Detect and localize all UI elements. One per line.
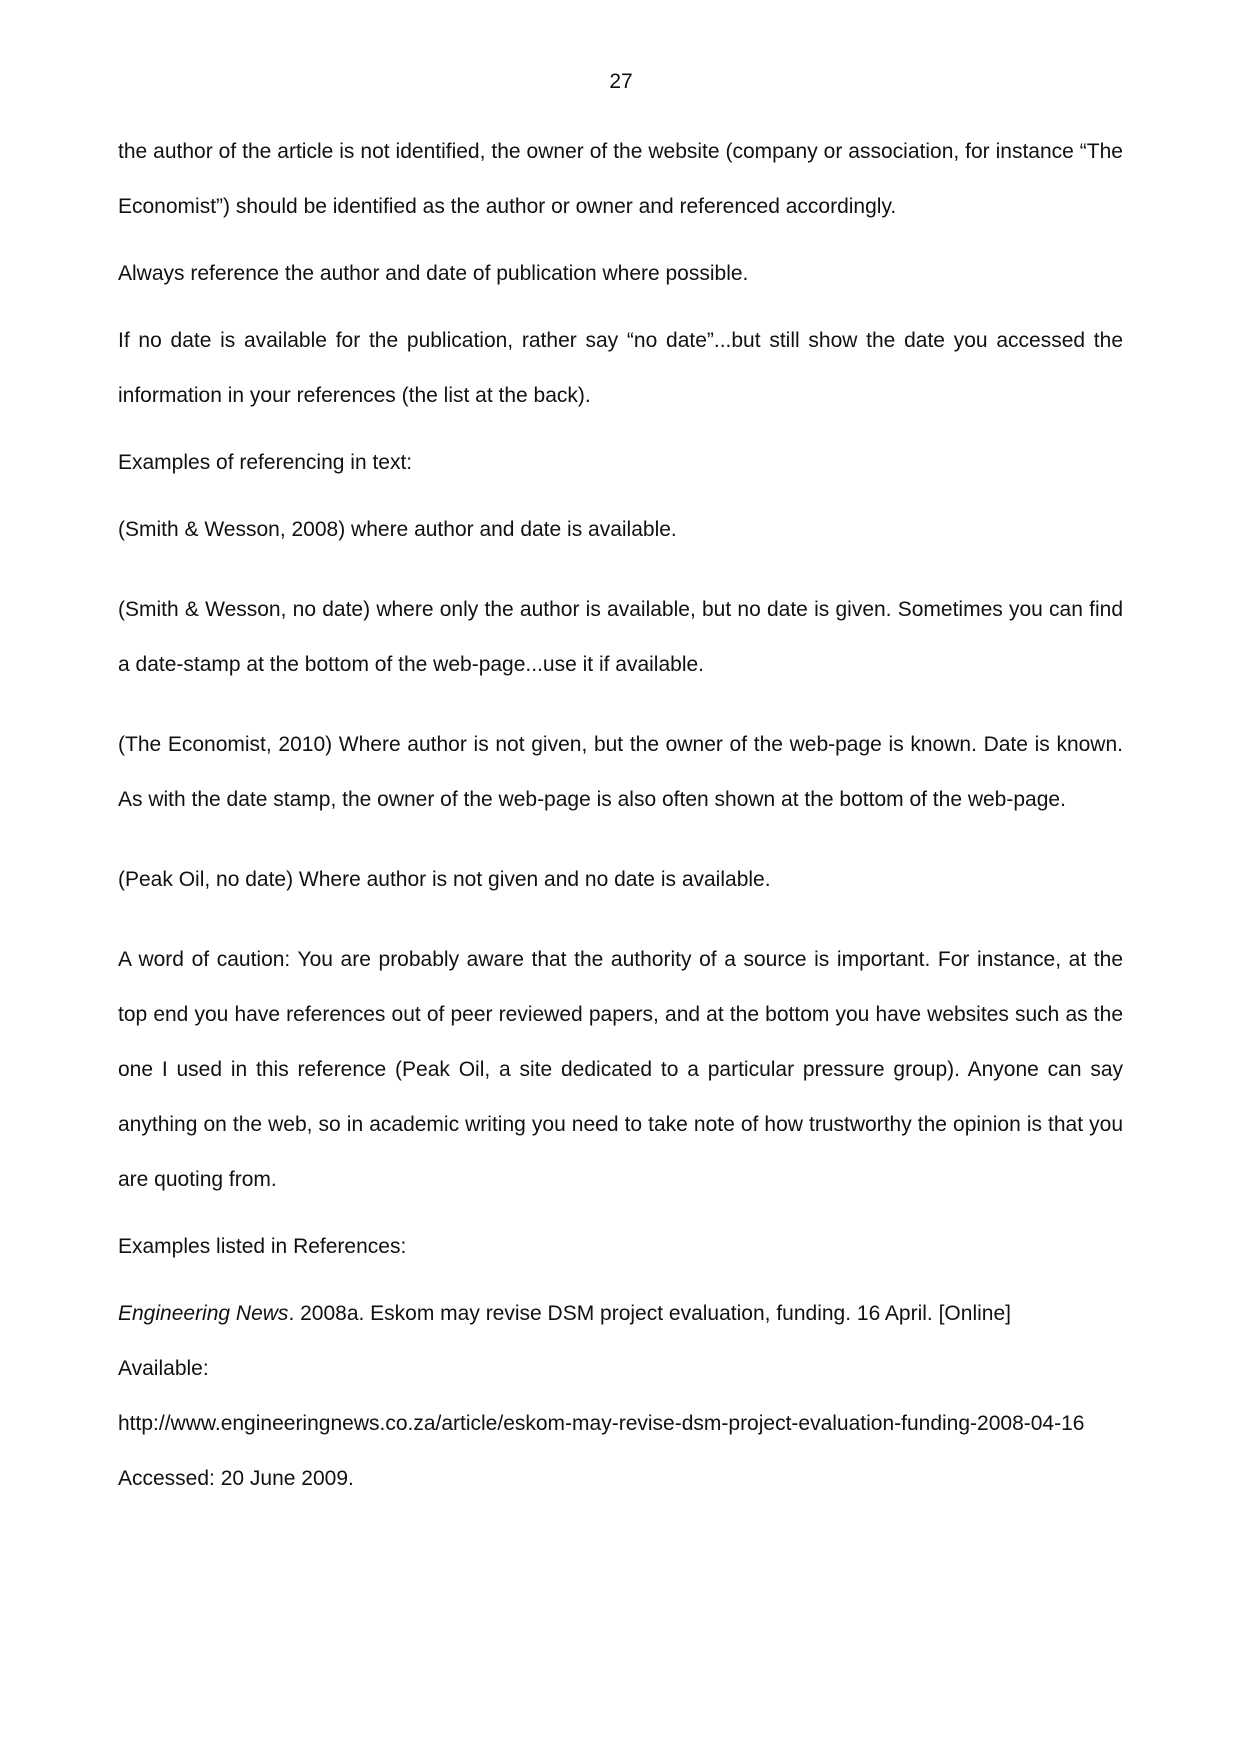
example-smith-wesson-no-date: (Smith & Wesson, no date) where only the author is available, but no date is given. Sometimes you can find a date-stamp at the bottom of the web-page...use it if available. xyxy=(118,598,1123,676)
example-economist-2010: (The Economist, 2010) Where author is not given, but the owner of the web-page is known. Date is known. As with the date stamp, the owner of the web-page is also often shown at the bottom of the web-page. xyxy=(118,733,1123,811)
reference-available-label: Available: xyxy=(118,1357,209,1380)
paragraph-word-of-caution: A word of caution: You are probably aware that the authority of a source is important. For instance, at the top end you have references out of peer reviewed papers, and at the bottom you have websites such as the one I used in this reference (Peak Oil, a site dedicated to a particular pressure group). Anyone can say anything on the web, so in academic writing you need to take note of how trustworthy the opinion is that you are quoting from. xyxy=(118,948,1123,1191)
reference-accessed: Accessed: 20 June 2009. xyxy=(118,1467,354,1490)
paragraph-no-date: If no date is available for the publication, rather say “no date”...but still show the date you accessed the information in your references (the list at the back). xyxy=(118,329,1123,407)
reference-title: Engineering News xyxy=(118,1302,289,1325)
paragraph-examples-heading: Examples of referencing in text: xyxy=(118,451,413,474)
paragraph-always-reference: Always reference the author and date of publication where possible. xyxy=(118,262,749,285)
reference-details: . 2008a. Eskom may revise DSM project evaluation, funding. 16 April. [Online] xyxy=(288,1302,1011,1325)
paragraph-references-heading: Examples listed in References: xyxy=(118,1235,407,1258)
example-peak-oil: (Peak Oil, no date) Where author is not given and no date is available. xyxy=(118,868,771,891)
document-body xyxy=(118,124,1123,1506)
page-number: 27 xyxy=(609,70,633,93)
example-smith-wesson-2008: (Smith & Wesson, 2008) where author and date is available. xyxy=(118,518,677,541)
reference-url: http://www.engineeringnews.co.za/article/eskom-may-revise-dsm-project-evaluation-funding-2008-04-16 xyxy=(118,1412,1085,1435)
reference-entry xyxy=(118,1286,1123,1506)
paragraph-author-owner: the author of the article is not identified, the owner of the website (company or association, for instance “The Economist”) should be identified as the author or owner and referenced accordingly. xyxy=(118,140,1123,218)
